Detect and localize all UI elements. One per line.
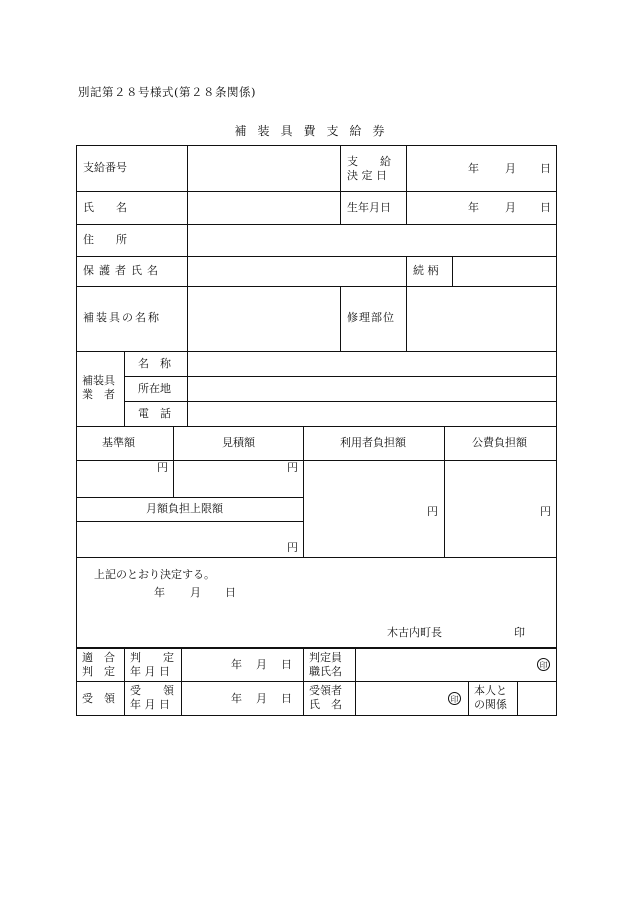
public-burden-header: 公費負担額 bbox=[472, 436, 527, 449]
form-reference: 別記第２８号様式(第２８条関係) bbox=[78, 85, 256, 99]
receipt-label: 受 領 bbox=[82, 692, 115, 705]
decision-day: 日 bbox=[540, 162, 551, 175]
relation-to-person-label: 本人と の関係 bbox=[474, 684, 507, 711]
decision-stmt-day: 日 bbox=[225, 586, 236, 599]
judge-day: 日 bbox=[281, 658, 292, 671]
judge-official-label: 判定員 職氏名 bbox=[309, 651, 342, 678]
decision-stmt-year: 年 bbox=[154, 586, 165, 599]
user-burden-yen: 円 bbox=[427, 505, 438, 518]
name-label: 氏 名 bbox=[83, 201, 127, 214]
address-label: 住 所 bbox=[83, 233, 127, 246]
decision-month: 月 bbox=[505, 162, 516, 175]
guardian-name-label: 保護者氏名 bbox=[83, 264, 163, 277]
judge-month: 月 bbox=[256, 658, 267, 671]
judge-year: 年 bbox=[231, 658, 242, 671]
decision-statement: 上記のとおり決定する。 bbox=[94, 568, 215, 581]
estimate-amount-header: 見積額 bbox=[222, 436, 255, 449]
receipt-month: 月 bbox=[256, 692, 267, 705]
decision-date-label: 支 給 決 定 日 bbox=[347, 155, 391, 182]
form-title: 補装具費支給券 bbox=[234, 124, 396, 138]
birth-month: 月 bbox=[505, 201, 516, 214]
birth-day: 日 bbox=[540, 201, 551, 214]
monthly-cap-label: 月額負担上限額 bbox=[146, 502, 223, 515]
decision-year: 年 bbox=[468, 162, 479, 175]
judge-date-label: 判 定 年 月 日 bbox=[130, 651, 174, 678]
vendor-location-label: 所在地 bbox=[138, 382, 171, 395]
payment-number-label: 支給番号 bbox=[83, 161, 127, 174]
birth-date-label: 生年月日 bbox=[347, 201, 391, 214]
estimate-yen: 円 bbox=[287, 461, 298, 474]
birth-year: 年 bbox=[468, 201, 479, 214]
receiver-seal: 印 bbox=[448, 692, 461, 705]
suitability-label: 適 合 判 定 bbox=[82, 651, 115, 678]
receipt-date-label: 受 領 年 月 日 bbox=[130, 684, 174, 711]
vendor-phone-label: 電 話 bbox=[138, 407, 171, 420]
receipt-year: 年 bbox=[231, 692, 242, 705]
mayor-seal: 印 bbox=[514, 626, 525, 639]
decision-stmt-month: 月 bbox=[190, 586, 201, 599]
receiver-label: 受領者 氏 名 bbox=[309, 684, 342, 711]
standard-yen: 円 bbox=[157, 461, 168, 474]
relation-label: 続 柄 bbox=[413, 264, 439, 277]
mayor-label: 木古内町長 bbox=[387, 626, 442, 639]
vendor-name-label: 名 称 bbox=[138, 357, 171, 370]
standard-amount-header: 基準額 bbox=[102, 436, 135, 449]
monthly-cap-yen: 円 bbox=[287, 541, 298, 554]
repair-part-label: 修理部位 bbox=[347, 311, 395, 324]
user-burden-header: 利用者負担額 bbox=[340, 436, 406, 449]
judge-seal: 印 bbox=[537, 658, 550, 671]
device-name-label: 補装具の名称 bbox=[83, 311, 161, 324]
public-burden-yen: 円 bbox=[540, 505, 551, 518]
vendor-label: 補装具 業 者 bbox=[82, 374, 115, 401]
receipt-day: 日 bbox=[281, 692, 292, 705]
